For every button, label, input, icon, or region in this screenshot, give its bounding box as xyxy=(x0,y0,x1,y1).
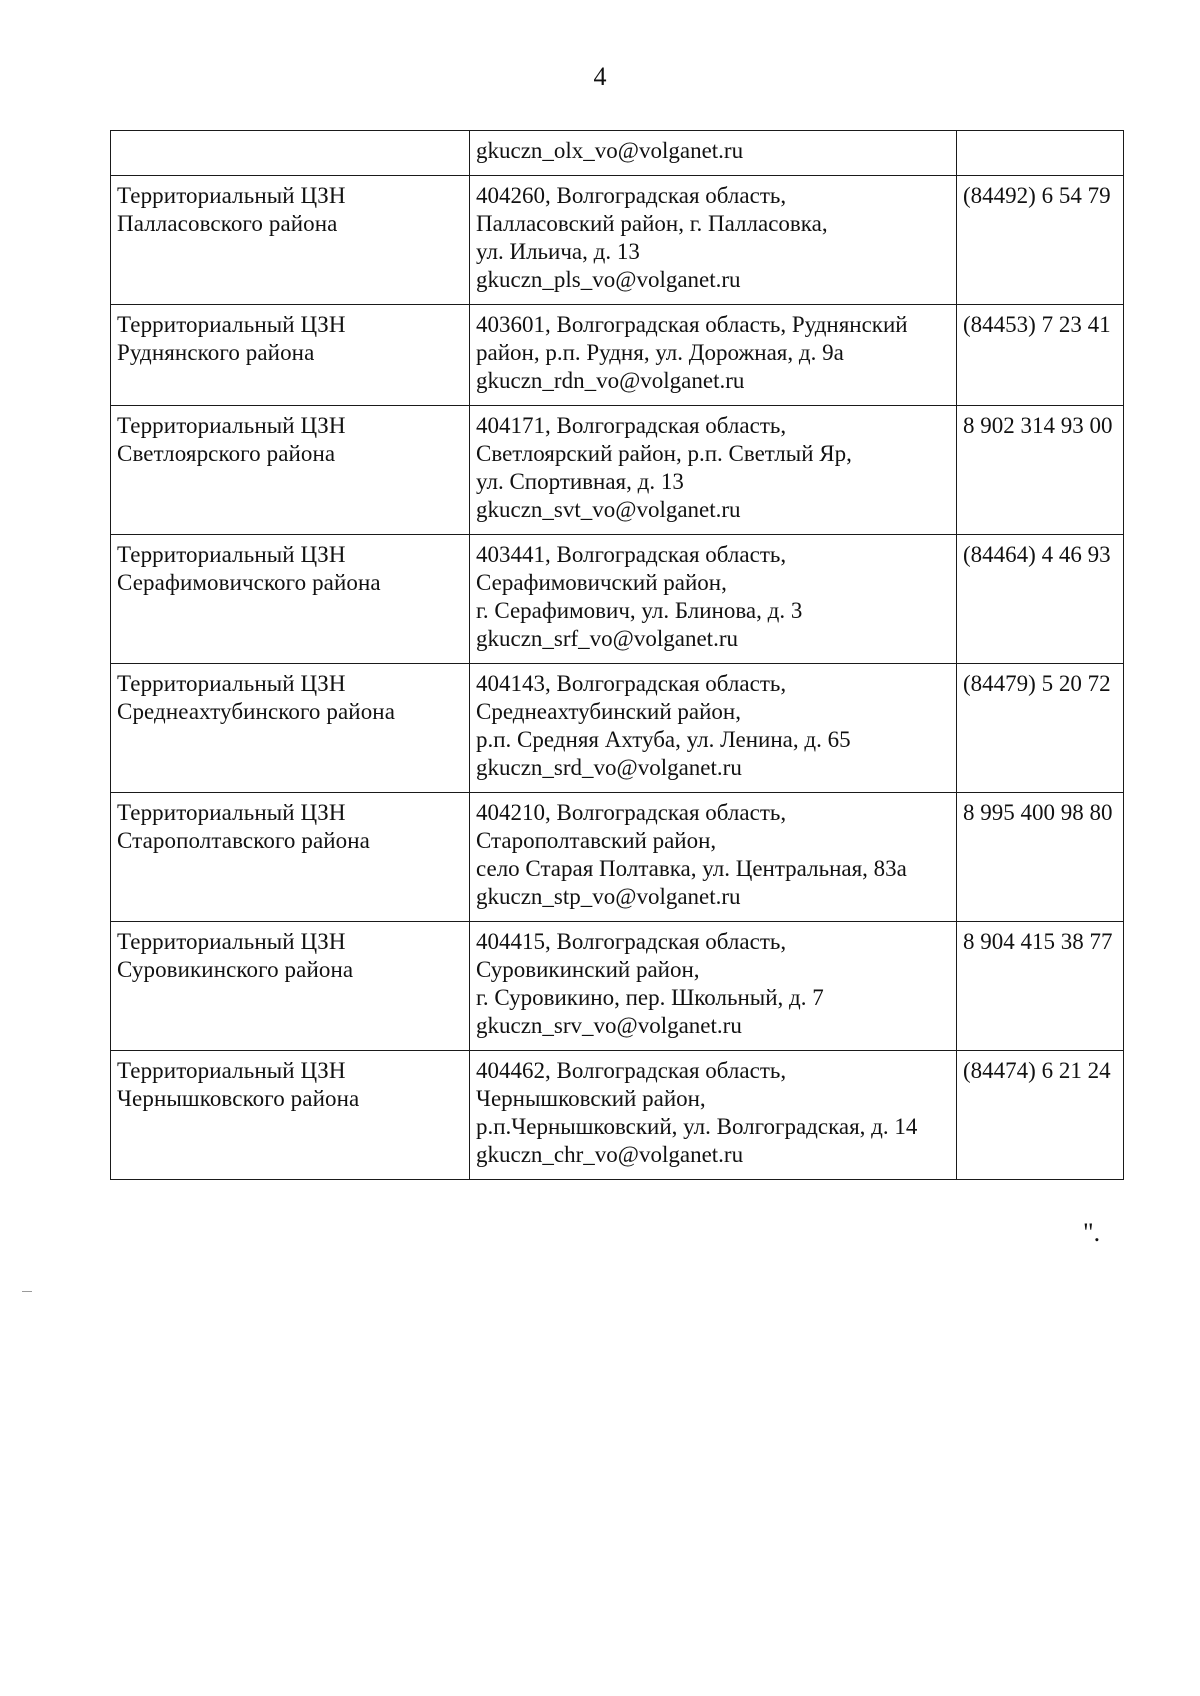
address-cell xyxy=(470,406,957,535)
table-row xyxy=(111,406,1124,535)
center-name-line: Чернышковского района xyxy=(117,1086,360,1111)
phone-cell xyxy=(957,1051,1124,1180)
table-row xyxy=(111,1051,1124,1180)
address-line: р.п.Чернышковский, ул. Волгоградская, д. 14 xyxy=(476,1114,918,1139)
address-line: Палласовский район, г. Палласовка, xyxy=(476,211,828,236)
phone-cell xyxy=(957,131,1124,176)
address-line: 403441, Волгоградская область, xyxy=(476,542,787,567)
address-cell xyxy=(470,535,957,664)
address-line: Чернышковский район, xyxy=(476,1086,706,1111)
page-number: 4 xyxy=(593,62,607,91)
address-cell xyxy=(470,131,957,176)
address-line: г. Суровикино, пер. Школьный, д. 7 xyxy=(476,985,824,1010)
address-line: gkuczn_pls_vo@volganet.ru xyxy=(476,267,741,292)
phone-number: (84492) 6 54 79 xyxy=(963,183,1111,208)
phone-number: 8 995 400 98 80 xyxy=(963,800,1113,825)
address-line: 404415, Волгоградская область, xyxy=(476,929,787,954)
phone-number: (84479) 5 20 72 xyxy=(963,671,1111,696)
address-line: Среднеахтубинский район, xyxy=(476,699,741,724)
center-name-line: Старополтавского района xyxy=(117,828,370,853)
address-cell xyxy=(470,176,957,305)
center-name-line: Палласовского района xyxy=(117,211,338,236)
address-cell xyxy=(470,305,957,406)
address-line: gkuczn_srd_vo@volganet.ru xyxy=(476,755,742,780)
phone-number: 8 902 314 93 00 xyxy=(963,413,1113,438)
address-cell xyxy=(470,793,957,922)
address-line: г. Серафимович, ул. Блинова, д. 3 xyxy=(476,598,803,623)
phone-number: (84453) 7 23 41 xyxy=(963,312,1111,337)
table-row xyxy=(111,176,1124,305)
address-line: Суровикинский район, xyxy=(476,957,700,982)
phone-cell xyxy=(957,664,1124,793)
center-name-line: Территориальный ЦЗН xyxy=(117,413,346,438)
address-line: 404260, Волгоградская область, xyxy=(476,183,787,208)
center-name-line: Территориальный ЦЗН xyxy=(117,1058,346,1083)
center-name-line: Светлоярского района xyxy=(117,441,336,466)
center-name-cell xyxy=(111,793,470,922)
phone-number: (84464) 4 46 93 xyxy=(963,542,1111,567)
address-line: Старополтавский район, xyxy=(476,828,717,853)
center-name-cell xyxy=(111,535,470,664)
table-body xyxy=(111,131,1124,1180)
center-name-line: Руднянского района xyxy=(117,340,315,365)
address-line: ул. Спортивная, д. 13 xyxy=(476,469,684,494)
phone-number: 8 904 415 38 77 xyxy=(963,929,1113,954)
address-line: 404143, Волгоградская область, xyxy=(476,671,787,696)
employment-centers-table xyxy=(110,130,1124,1180)
closing-quote: ". xyxy=(1083,1218,1101,1247)
center-name-line: Суровикинского района xyxy=(117,957,354,982)
address-line: gkuczn_srv_vo@volganet.ru xyxy=(476,1013,742,1038)
address-line: 404171, Волгоградская область, xyxy=(476,413,787,438)
phone-cell xyxy=(957,535,1124,664)
center-name-line: Территориальный ЦЗН xyxy=(117,183,346,208)
phone-cell xyxy=(957,922,1124,1051)
address-line: gkuczn_srf_vo@volganet.ru xyxy=(476,626,738,651)
address-line: gkuczn_rdn_vo@volganet.ru xyxy=(476,368,745,393)
address-line: gkuczn_svt_vo@volganet.ru xyxy=(476,497,741,522)
center-name-cell xyxy=(111,176,470,305)
center-name-cell xyxy=(111,131,470,176)
address-line: 404462, Волгоградская область, xyxy=(476,1058,787,1083)
phone-cell xyxy=(957,406,1124,535)
center-name-line: Территориальный ЦЗН xyxy=(117,312,346,337)
table-row xyxy=(111,922,1124,1051)
table-row xyxy=(111,535,1124,664)
address-line: село Старая Полтавка, ул. Центральная, 83а xyxy=(476,856,907,881)
address-line: 403601, Волгоградская область, Руднянский xyxy=(476,312,908,337)
address-cell xyxy=(470,664,957,793)
center-name-cell xyxy=(111,406,470,535)
address-line: gkuczn_olx_vo@volganet.ru xyxy=(476,138,744,163)
table-row xyxy=(111,131,1124,176)
center-name-line: Территориальный ЦЗН xyxy=(117,671,346,696)
address-line: 404210, Волгоградская область, xyxy=(476,800,787,825)
address-line: р.п. Средняя Ахтуба, ул. Ленина, д. 65 xyxy=(476,727,851,752)
center-name-line: Серафимовичского района xyxy=(117,570,381,595)
address-line: Серафимовичский район, xyxy=(476,570,727,595)
center-name-line: Территориальный ЦЗН xyxy=(117,929,346,954)
center-name-line: Среднеахтубинского района xyxy=(117,699,396,724)
center-name-cell xyxy=(111,305,470,406)
center-name-cell xyxy=(111,922,470,1051)
center-name-cell xyxy=(111,664,470,793)
center-name-line: Территориальный ЦЗН xyxy=(117,800,346,825)
address-line: Светлоярский район, р.п. Светлый Яр, xyxy=(476,441,852,466)
table-row xyxy=(111,305,1124,406)
phone-cell xyxy=(957,793,1124,922)
phone-cell xyxy=(957,176,1124,305)
address-line: ул. Ильича, д. 13 xyxy=(476,239,640,264)
address-cell xyxy=(470,1051,957,1180)
address-cell xyxy=(470,922,957,1051)
phone-cell xyxy=(957,305,1124,406)
margin-mark xyxy=(22,1291,32,1292)
center-name-line: Территориальный ЦЗН xyxy=(117,542,346,567)
table-row xyxy=(111,793,1124,922)
phone-number: (84474) 6 21 24 xyxy=(963,1058,1111,1083)
table-row xyxy=(111,664,1124,793)
address-line: gkuczn_chr_vo@volganet.ru xyxy=(476,1142,744,1167)
address-line: район, р.п. Рудня, ул. Дорожная, д. 9а xyxy=(476,340,844,365)
address-line: gkuczn_stp_vo@volganet.ru xyxy=(476,884,741,909)
center-name-cell xyxy=(111,1051,470,1180)
